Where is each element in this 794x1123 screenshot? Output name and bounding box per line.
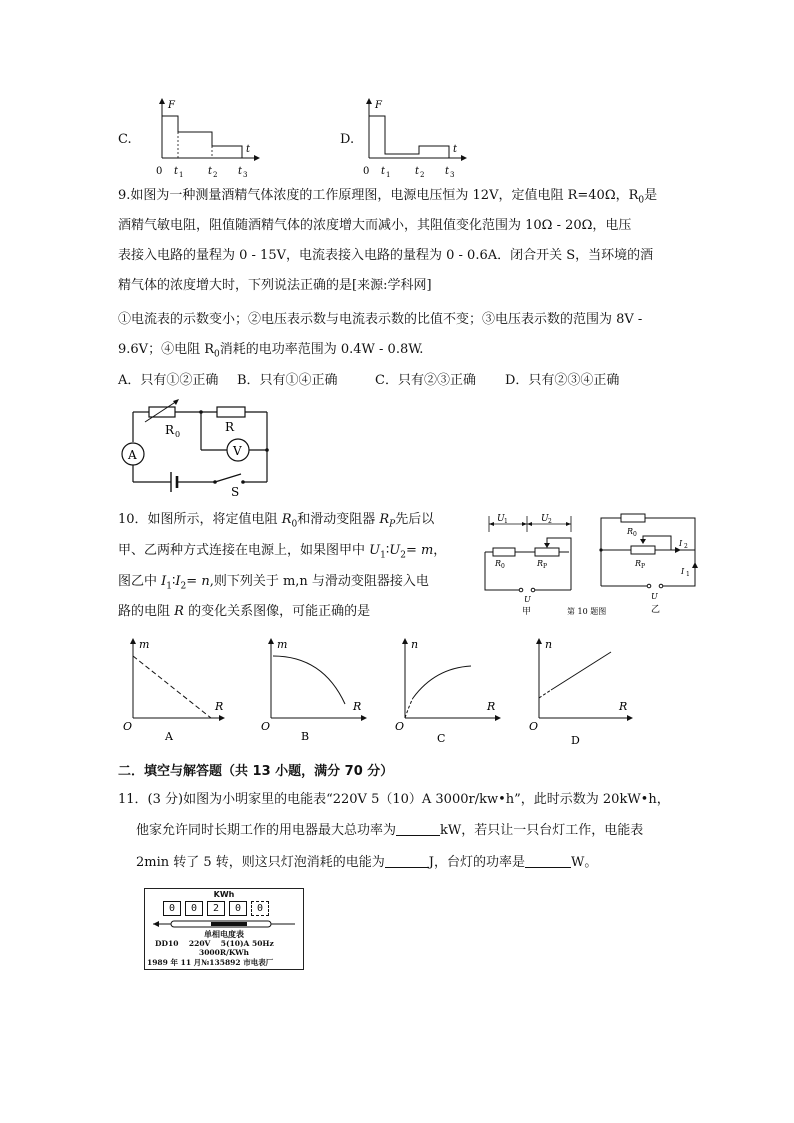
svg-text:O: O: [261, 720, 271, 733]
force-curve: [369, 116, 449, 158]
axis-t: t: [246, 144, 251, 155]
svg-text:3: 3: [243, 171, 248, 178]
q11-line-3: 2min 转了 5 转，则这只灯泡消耗的电能为 J，台灯的功率是 W。: [136, 855, 598, 870]
meter-digit: 0: [185, 901, 203, 916]
graph-c: [150, 96, 260, 178]
meter-title: 单相电度表: [204, 930, 244, 939]
answer-blank-1[interactable]: [396, 821, 440, 836]
svg-text:U: U: [541, 514, 549, 524]
figure-caption: 第 10 题图: [567, 607, 607, 616]
t3-label: t: [238, 166, 243, 177]
svg-text:甲: 甲: [522, 607, 532, 617]
svg-text:t: t: [453, 144, 458, 155]
circuit-yi: [599, 514, 698, 615]
q9-circuit-diagram: [115, 398, 285, 498]
svg-text:P: P: [543, 563, 548, 570]
svg-text:0: 0: [501, 563, 505, 570]
svg-text:U: U: [524, 595, 531, 604]
svg-text:R: R: [619, 700, 628, 713]
q9-line-4: 精气体的浓度增大时，下列说法正确的是[来源:学科网]: [118, 278, 432, 293]
graph-c-curve: [413, 666, 471, 698]
t2-label: t: [208, 166, 213, 177]
meter-digit: 0: [163, 901, 181, 916]
svg-text:t: t: [415, 166, 420, 177]
option-d-label: D.: [340, 132, 355, 147]
svg-text:I: I: [681, 567, 685, 576]
svg-text:0: 0: [175, 430, 181, 439]
answer-blank-3[interactable]: [525, 853, 571, 868]
svg-text:1: 1: [386, 171, 391, 178]
svg-text:2: 2: [684, 543, 688, 550]
svg-text:R: R: [635, 559, 642, 568]
graph-d: [529, 638, 633, 747]
origin-label: 0: [156, 166, 163, 177]
svg-text:2: 2: [213, 171, 218, 178]
svg-text:R: R: [495, 559, 502, 568]
meter-digit: 0: [251, 901, 269, 916]
switch-label: S: [231, 485, 240, 498]
meter-digits: [163, 901, 269, 916]
svg-text:t: t: [381, 166, 386, 177]
graph-d: [357, 96, 467, 178]
r-resistor: [217, 407, 245, 417]
q10-answer-graphs: [115, 634, 655, 749]
svg-text:n: n: [545, 638, 553, 651]
r0-resistor: [149, 407, 175, 417]
svg-text:1: 1: [686, 571, 690, 578]
x-axis-arrow: [254, 155, 260, 161]
q10-line-2: 甲、乙两种方式连接在电源上，如果图甲中 $U_1∶U_2= m$，: [118, 543, 447, 561]
switch: [215, 474, 241, 482]
svg-text:V: V: [233, 444, 242, 458]
graph-a-line: [133, 656, 211, 718]
svg-text:0: 0: [363, 166, 370, 177]
svg-text:m: m: [277, 638, 288, 651]
q9-option-c: C．只有②③正确: [375, 373, 476, 388]
svg-text:3: 3: [450, 171, 455, 178]
svg-text:R: R: [487, 700, 496, 713]
svg-text:2: 2: [548, 518, 552, 525]
q9-line-5: ①电流表的示数变小；②电压表示数与电流表示数的比值不变；③电压表示数的范围为 8V -: [118, 312, 643, 327]
y-axis-arrow: [159, 98, 165, 104]
q9-line-2: 酒精气敏电阻，阻值随酒精气体的浓度增大而减小，其阻值变化范围为 10Ω - 20Ω，电压: [118, 218, 632, 233]
section-2-title: 二．填空与解答题（共 13 小题，满分 70 分）: [118, 764, 394, 779]
q9-line-3: 表接入电路的量程为 0 - 15V，电流表接入电路的量程为 0 - 0.6A．闭合开关 S，当环境的酒: [118, 248, 654, 263]
svg-text:n: n: [411, 638, 419, 651]
q9-line-1: 9.如图为一种测量酒精气体浓度的工作原理图，电源电压恒为 12V，定值电阻 R=40Ω，$R_0$是: [118, 188, 658, 206]
meter-digit: 2: [207, 901, 225, 916]
q10-circuit-figure: [475, 510, 705, 620]
r-label: R: [225, 420, 235, 434]
r0-label: R: [165, 423, 175, 437]
svg-text:2: 2: [420, 171, 425, 178]
circuit-jia: [485, 514, 571, 617]
graph-b: [261, 638, 367, 743]
q9-line-6: 9.6V；④电阻 $R_0$消耗的电功率范围为 0.4W - 0.8W.: [118, 342, 424, 360]
graph-d-label: D: [571, 734, 580, 747]
q10-line-4: 路的电阻 R 的变化关系图像，可能正确的是: [118, 604, 371, 619]
graph-b-curve: [273, 656, 345, 704]
svg-text:I: I: [679, 539, 683, 548]
svg-text:O: O: [529, 720, 539, 733]
answer-blank-2[interactable]: [385, 853, 429, 868]
svg-text:R: R: [353, 700, 362, 713]
svg-text:F: F: [375, 100, 382, 111]
electric-meter: [144, 888, 304, 970]
force-curve: [162, 116, 242, 158]
svg-text:0: 0: [633, 531, 637, 538]
graph-a: [123, 638, 225, 743]
meter-digit: 0: [229, 901, 247, 916]
q10-line-1: 10．如图所示，将定值电阻 $R_0$和滑动变阻器 $R_P$先后以: [118, 512, 435, 530]
svg-text:P: P: [641, 563, 646, 570]
svg-text:R: R: [627, 527, 634, 536]
svg-text:1: 1: [179, 171, 184, 178]
svg-text:m: m: [139, 638, 150, 651]
meter-footer: 1989 年 11 月№135892 市电表厂: [147, 958, 274, 967]
q11-line-2: 他家允许同时长期工作的用电器最大总功率为 kW，若只让一只台灯工作，电能表: [136, 823, 644, 838]
graph-c-label: C: [437, 732, 446, 745]
graph-c: [395, 638, 501, 745]
svg-text:t: t: [445, 166, 450, 177]
meter-revolutions: 3000R/KWh: [199, 948, 249, 957]
option-c-label: C.: [118, 132, 132, 147]
svg-text:R: R: [215, 700, 224, 713]
graph-a-label: A: [165, 730, 173, 743]
graph-d-line: [551, 652, 611, 690]
t1-label: t: [174, 166, 179, 177]
svg-text:O: O: [395, 720, 405, 733]
meter-unit: KWh: [213, 890, 235, 899]
meter-rotor-icon: [151, 919, 297, 929]
svg-text:U: U: [651, 592, 658, 601]
svg-text:乙: 乙: [651, 605, 661, 615]
q9-option-d: D．只有②③④正确: [505, 373, 620, 388]
q11-line-1: 11．(3 分)如图为小明家里的电能表“220V 5（10）A 3000r/kw•h”，此时示数为 20kW•h，: [118, 792, 670, 807]
svg-text:O: O: [123, 720, 133, 733]
q9-option-b: B．只有①④正确: [237, 373, 338, 388]
svg-text:U: U: [497, 514, 505, 524]
q10-line-3: 图乙中 $I_1∶I_2= n$,则下列关于 m,n 与滑动变阻器接入电: [118, 574, 429, 592]
meter-spec: DD10 220V 5(10)A 50Hz: [155, 939, 274, 948]
graph-b-label: B: [301, 730, 310, 743]
q9-option-a: A．只有①②正确: [118, 373, 219, 388]
svg-text:A: A: [128, 448, 137, 462]
svg-text:1: 1: [504, 518, 508, 525]
axis-f: F: [168, 100, 175, 111]
svg-text:R: R: [537, 559, 544, 568]
